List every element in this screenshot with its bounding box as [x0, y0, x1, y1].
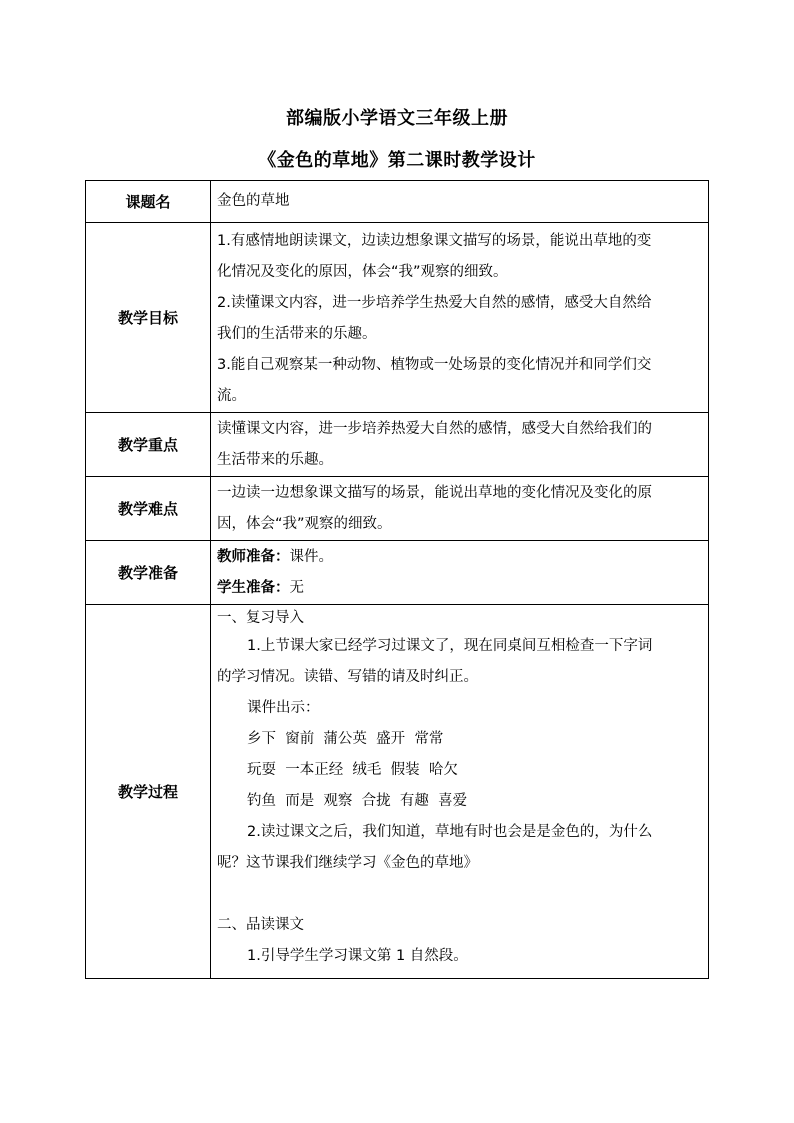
- vocabulary-row: 玩耍 一本正经 绒毛 假装 哈欠: [247, 762, 458, 778]
- process-paragraph-line: 1.上节课大家已经学习过课文了，现在同桌间互相检查一下字词: [247, 638, 653, 654]
- vocabulary-row: 乡下 窗前 蒲公英 盛开 常常: [247, 731, 444, 747]
- goal-line: 2.读懂课文内容，进一步培养学生热爱大自然的感情，感受大自然给: [217, 295, 652, 311]
- vocabulary-row: 钓鱼 而是 观察 合拢 有趣 喜爱: [247, 793, 468, 809]
- row-label-process: 教学过程: [86, 605, 211, 979]
- process-paragraph-line: 1.引导学生学习课文第 1 自然段。: [247, 948, 468, 964]
- row-label-topic: 课题名: [86, 181, 211, 223]
- row-label-difficulties: 教学难点: [86, 477, 211, 541]
- table-row-goals: [86, 223, 709, 413]
- teacher-prep-label: 教师准备：: [217, 549, 290, 565]
- difficulty-line: 一边读一边想象课文描写的场景，能说出草地的变化情况及变化的原: [217, 485, 652, 501]
- preparation-content: [211, 541, 709, 605]
- teacher-prep-line: [217, 542, 704, 573]
- goal-line: 流。: [217, 388, 246, 404]
- document-subtitle: 《金色的草地》第二课时教学设计: [258, 150, 536, 171]
- process-content: [211, 605, 709, 979]
- table-row-preparation: [86, 541, 709, 605]
- student-prep-label: 学生准备：: [217, 580, 290, 596]
- student-prep-value: 无: [289, 580, 304, 596]
- goal-line: 我们的生活带来的乐趣。: [217, 326, 377, 342]
- process-paragraph-line: 的学习情况。读错、写错的请及时纠正。: [217, 669, 478, 685]
- row-label-key-points: 教学重点: [86, 413, 211, 477]
- row-label-preparation: 教学准备: [86, 541, 211, 605]
- teacher-prep-value: 课件。: [289, 549, 333, 565]
- difficulty-line: 因，体会“我”观察的细致。: [217, 516, 392, 532]
- student-prep-line: [217, 573, 704, 604]
- table-row-topic: [86, 181, 709, 223]
- process-paragraph-line: 2.读过课文之后，我们知道，草地有时也会是是金色的，为什么: [247, 824, 653, 840]
- key-points-content: [211, 413, 709, 477]
- key-point-line: 读懂课文内容，进一步培养热爱大自然的感情，感受大自然给我们的: [217, 421, 652, 437]
- goal-line: 1.有感情地朗读课文，边读边想象课文描写的场景，能说出草地的变: [217, 233, 652, 249]
- topic-text: 金色的草地: [217, 193, 290, 209]
- section-heading: 一、复习导入: [217, 610, 304, 626]
- lesson-plan-table: [85, 180, 709, 979]
- goal-line: 化情况及变化的原因，体会“我”观察的细致。: [217, 264, 508, 280]
- section-heading: 二、品读课文: [217, 917, 304, 933]
- table-row-difficulties: [86, 477, 709, 541]
- blank-line: [217, 879, 704, 910]
- table-row-process: [86, 605, 709, 979]
- key-point-line: 生活带来的乐趣。: [217, 452, 333, 468]
- topic-value: [211, 181, 709, 223]
- process-paragraph-line: 呢？这节课我们继续学习《金色的草地》: [217, 855, 478, 871]
- goals-content: [211, 223, 709, 413]
- difficulties-content: [211, 477, 709, 541]
- table-row-key-points: [86, 413, 709, 477]
- row-label-goals: 教学目标: [86, 223, 211, 413]
- courseware-label: 课件出示：: [247, 700, 320, 716]
- goal-line: 3.能自己观察某一种动物、植物或一处场景的变化情况并和同学们交: [217, 357, 652, 373]
- document-title: 部编版小学语文三年级上册: [286, 108, 508, 129]
